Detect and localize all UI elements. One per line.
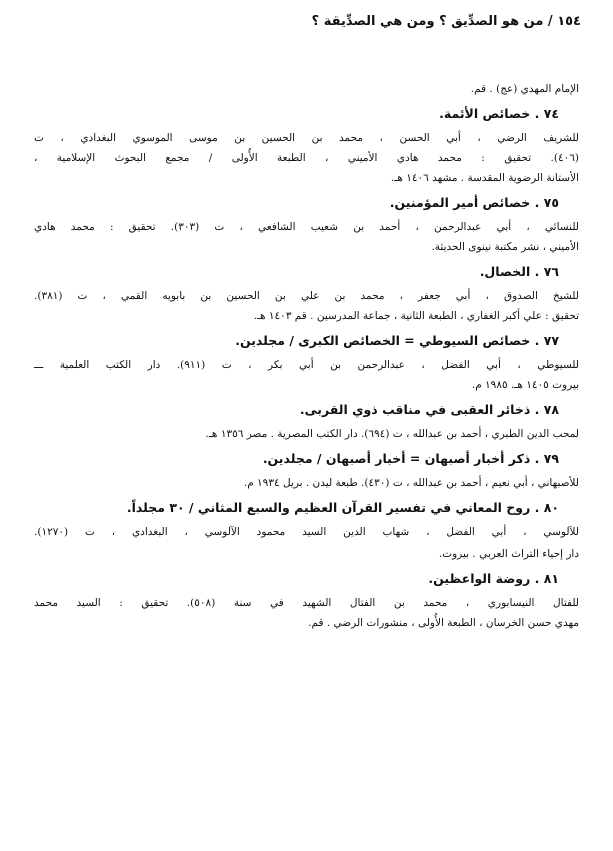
entry-line: للأصبهاني ، أبي نعيم ، أحمد بن عبدالله ، ت (٤٣٠). طبعة ليدن . بريل ١٩٣٤ م. <box>243 477 579 489</box>
entry-line: للآلوسي ، أبي الفضل ، شهاب الدين السيد محمود الآلوسي ، البغدادي ، ت (١٢٧٠). <box>34 526 579 538</box>
entry-title: ٧٦ . الخصال. <box>479 264 559 279</box>
bibliography-entry <box>34 451 579 490</box>
entry-line: دار إحياء التراث العربي . بيروت. <box>438 548 579 560</box>
bibliography-entry <box>34 571 579 630</box>
bibliography-entry <box>34 106 579 185</box>
entry-title: ٧٥ . خصائص أمير المؤمنين. <box>389 195 559 210</box>
bibliography-entry <box>34 402 579 441</box>
entry-line: مهدي حسن الخرسان ، الطبعة الأُولى ، منشورات الرضي . قم. <box>308 617 579 629</box>
entry-line: الأميني ، نشر مكتبة نينوى الحديثة. <box>431 241 579 253</box>
entry-line: للشيخ الصدوق ، أبي جعفر ، محمد بن علي بن الحسين بن بابويه القمي ، ت (٣٨١). <box>34 290 579 302</box>
bibliography-entry <box>34 264 579 323</box>
entry-title: ٨٠ . روح المعاني في تفسير القرآن العظيم والسبع المثاني / ٣٠ مجلداً. <box>126 500 559 515</box>
entry-line: بيروت ١٤٠٥ هـ. ١٩٨٥ م. <box>471 379 579 391</box>
entry-line: تحقيق : علي أكبر الغفاري ، الطبعة الثانية ، جماعة المدرسين . قم ١٤٠٣ هـ. <box>253 310 579 322</box>
entry-line: (٤٠٦). تحقيق : محمد هادي الأميني ، الطبعة الأُولى / مجمع البحوث الإسلامية ، <box>34 152 579 164</box>
entry-title: ٧٤ . خصائص الأئمة. <box>439 106 559 121</box>
bibliography-list <box>34 82 579 630</box>
bibliography-entry <box>34 195 579 254</box>
entry-line: للشريف الرضي ، أبي الحسن ، محمد بن الحسين بن موسى الموسوي البغدادي ، ت <box>34 132 579 144</box>
entry-title: ٧٩ . ذكر أخبار أصبهان = أخبار أصبهان / مجلدين. <box>262 451 559 466</box>
entry-title: ٨١ . روضة الواعظين. <box>428 571 559 586</box>
entry-line: للفتال النيسابوري ، محمد بن الفتال الشهيد في سنة (٥٠٨). تحقيق : السيد محمد <box>34 597 579 609</box>
bibliography-entry <box>34 500 579 561</box>
bibliography-entry <box>34 333 579 392</box>
entry-title: ٧٨ . ذخائر العقبى في مناقب ذوي القربى. <box>299 402 559 417</box>
entry-line: لمحب الدين الطبري ، أحمد بن عبدالله ، ت (٦٩٤). دار الكتب المصرية . مصر ١٣٥٦ هـ. <box>205 428 579 440</box>
entry-title: ٧٧ . خصائص السيوطي = الخصائص الكبرى / مجلدين. <box>235 333 559 348</box>
running-head: ١٥٤ / من هو الصدِّيق ؟ ومن هي الصدِّيقة ؟ <box>311 14 581 29</box>
entry-line: للسيوطي ، أبي الفضل ، عبدالرحمن بن أبي بكر ، ت (٩١١). دار الكتب العلمية ـــ <box>34 359 579 371</box>
entry-line: للنسائي ، أبي عبدالرحمن ، أحمد بن شعيب الشافعي ، ت (٣٠٣). تحقيق : محمد هادي <box>34 221 579 233</box>
intro-line: الإمام المهدي (عج) . قم. <box>470 83 579 95</box>
entry-line: الأستانة الرضوية المقدسة . مشهد ١٤٠٦ هـ. <box>390 172 579 184</box>
